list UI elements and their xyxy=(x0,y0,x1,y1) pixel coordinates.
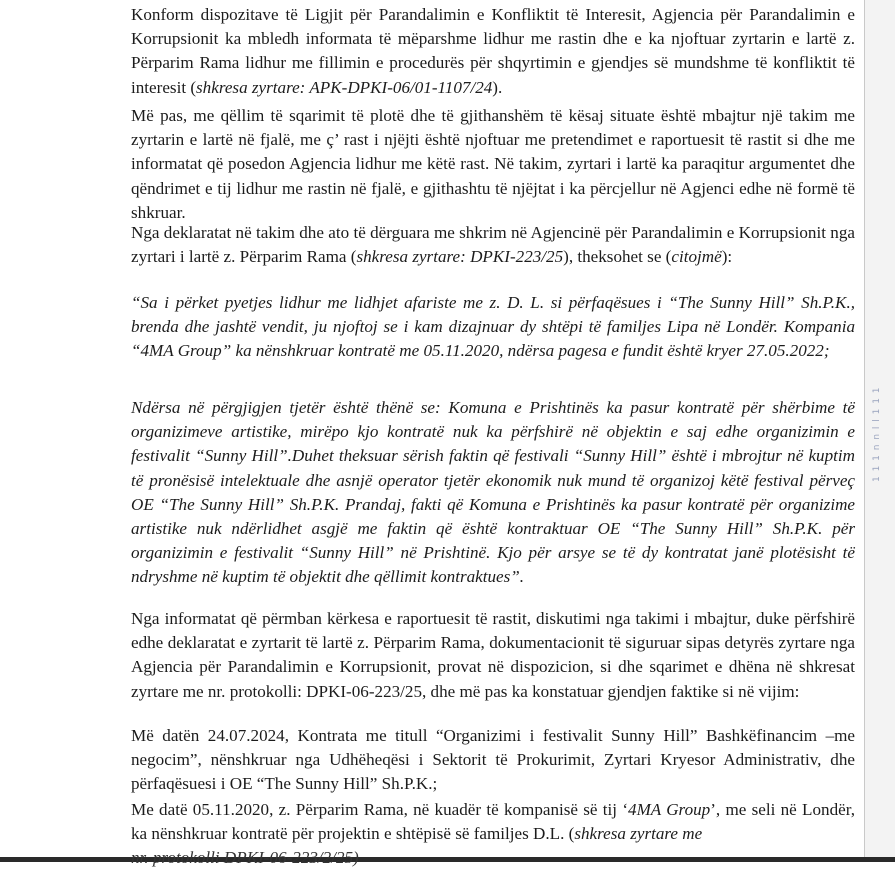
quote-municipality-contract: Ndërsa në përgjigjen tjetër është thënë se: Komuna e Prishtinës ka pasur kontratë për shërbime të organizimeve artistike, mirëpo kjo kontratë nuk ka përfshirë në objektin e saj edhe organizimin e festivalit “Sunny Hill”.Duhet theksuar sërish faktin që festivali “Sunny Hill” është i mbrojtur në kuptim të pronësisë intelektuale dhe asnjë operator tjetër ekonomik nuk mund të organizoj këtë festival përveç OE “The Sunny Hill” Sh.P.K. Prandaj, fakti që Komuna e Prishtinës ka pasur kontratë për organizime artistike nuk ndërlidhet asgjë me faktin që është kontraktuar OE “The Sunny Hill” Sh.P.K. për organizimin e festivalit “Sunny Hill” në Prishtinë. Kjo për arsye se të dy kontratat janë plotësisht të ndryshme në kuptim të objektit dhe qëllimit kontraktues”. xyxy=(131,398,855,587)
official-letter-ref: shkresa zyrtare: DPKI-223/25 xyxy=(356,247,564,267)
fact-contract-2024: Më datën 24.07.2024, Kontrata me titull “Organizimi i festivalit Sunny Hill” Bashkëfinancim –me negocim”, nënshkruar nga Udhëheqësi i Sektorit të Prokurimit, Zyrtari Kryesor Administrativ, dhe përfaqësuesi i OE “The Sunny Hill” Sh.P.K.; xyxy=(131,726,855,794)
fact-contract-2020: Me datë 05.11.2020, z. Përparim Rama, në kuadër të kompanisë së tij ‘4MA Group’, me seli në Londër, ka nënshkruar kontratë për projektin e shtëpisë së familjes D.L. (shkresa zyrtare me xyxy=(131,800,855,844)
paragraph-findings: Nga informatat që përmban kërkesa e raportuesit të rastit, diskutimi nga takimi i mbajtur, duke përfshirë edhe deklaratat e zyrtarit të lartë z. Përparim Rama, dokumentacionit të siguruar sipas detyrës zyrtare nga Agjencia për Parandalimin e Korrupsionit, provat në dispozicion, si dhe sqarimet e dhëna në shkresat zyrtare me nr. protokolli: DPKI-06-223/25, dhe më pas ka konstatuar gjendjen faktike si në vijim: xyxy=(131,609,855,701)
paragraph-meeting: Më pas, me qëllim të sqarimit të plotë dhe të gjithanshëm të kësaj situate është mbajtur një takim me zyrtarin e lartë në fjalë, me ç’ rast i njëjti është njoftuar me pretendimet e raportuesit të rastit si dhe me informatat që posedon Agjencia lidhur me këtë rast. Në takim, zyrtari i lartë ka paraqitur argumentet dhe qëndrimet e tij lidhur me rastin në fjalë, e gjithashtu të njëjtat i ka përcjellur në Agjenci edhe në formë të shkruar. xyxy=(131,106,855,222)
margin-handwriting: 1 1 1 n n l l 1 1 1 xyxy=(872,386,882,482)
paragraph-conflict-notice: Konform dispozitave të Ligjit për Parandalimin e Konfliktit të Interesit, Agjencia për Parandalimin e Korrupsionit ka mbledh informata të mëparshme lidhur me rastin dhe e ka njoftuar zyrtarin e lartë z. Përparim Rama lidhur me fillimin e procedurës për shqyrtimin e gjendjes së mundshme të konfliktit të interesit (shkresa zyrtare: APK-DPKI-06/01-1107/24). xyxy=(131,5,855,97)
company-name: 4MA Group xyxy=(628,800,711,819)
official-letter-ref: shkresa zyrtare: APK-DPKI-06/01-1107/24 xyxy=(196,77,493,97)
paragraph-declarations: Nga deklaratat në takim dhe ato të dërguara me shkrim në Agjencinë për Parandalimin e Korrupsionit nga zyrtari i lartë z. Përparim Rama (shkresa zyrtare: DPKI-223/25), theksohet se (citojmë): xyxy=(131,223,855,267)
cut-off-line: nr. protokolli DPKI-06-223/2/25) xyxy=(131,848,359,867)
citation-marker: citojmë xyxy=(671,247,722,267)
quote-business-ties: “Sa i përket pyetjes lidhur me lidhjet afariste me z. D. L. si përfaqësues i “The Sunny Hill” Sh.P.K., brenda dhe jashtë vendit, ju njoftoj se i kam dizajnuar dy shtëpi të familjes Lipa në Londër. Kompania “4MA Group” ka nënshkruar kontratë me 05.11.2020, ndërsa pagesa e fundit është kryer 27.05.2022; xyxy=(131,293,855,361)
official-letter-ref: shkresa zyrtare me xyxy=(574,824,703,844)
page-edge xyxy=(864,0,865,858)
